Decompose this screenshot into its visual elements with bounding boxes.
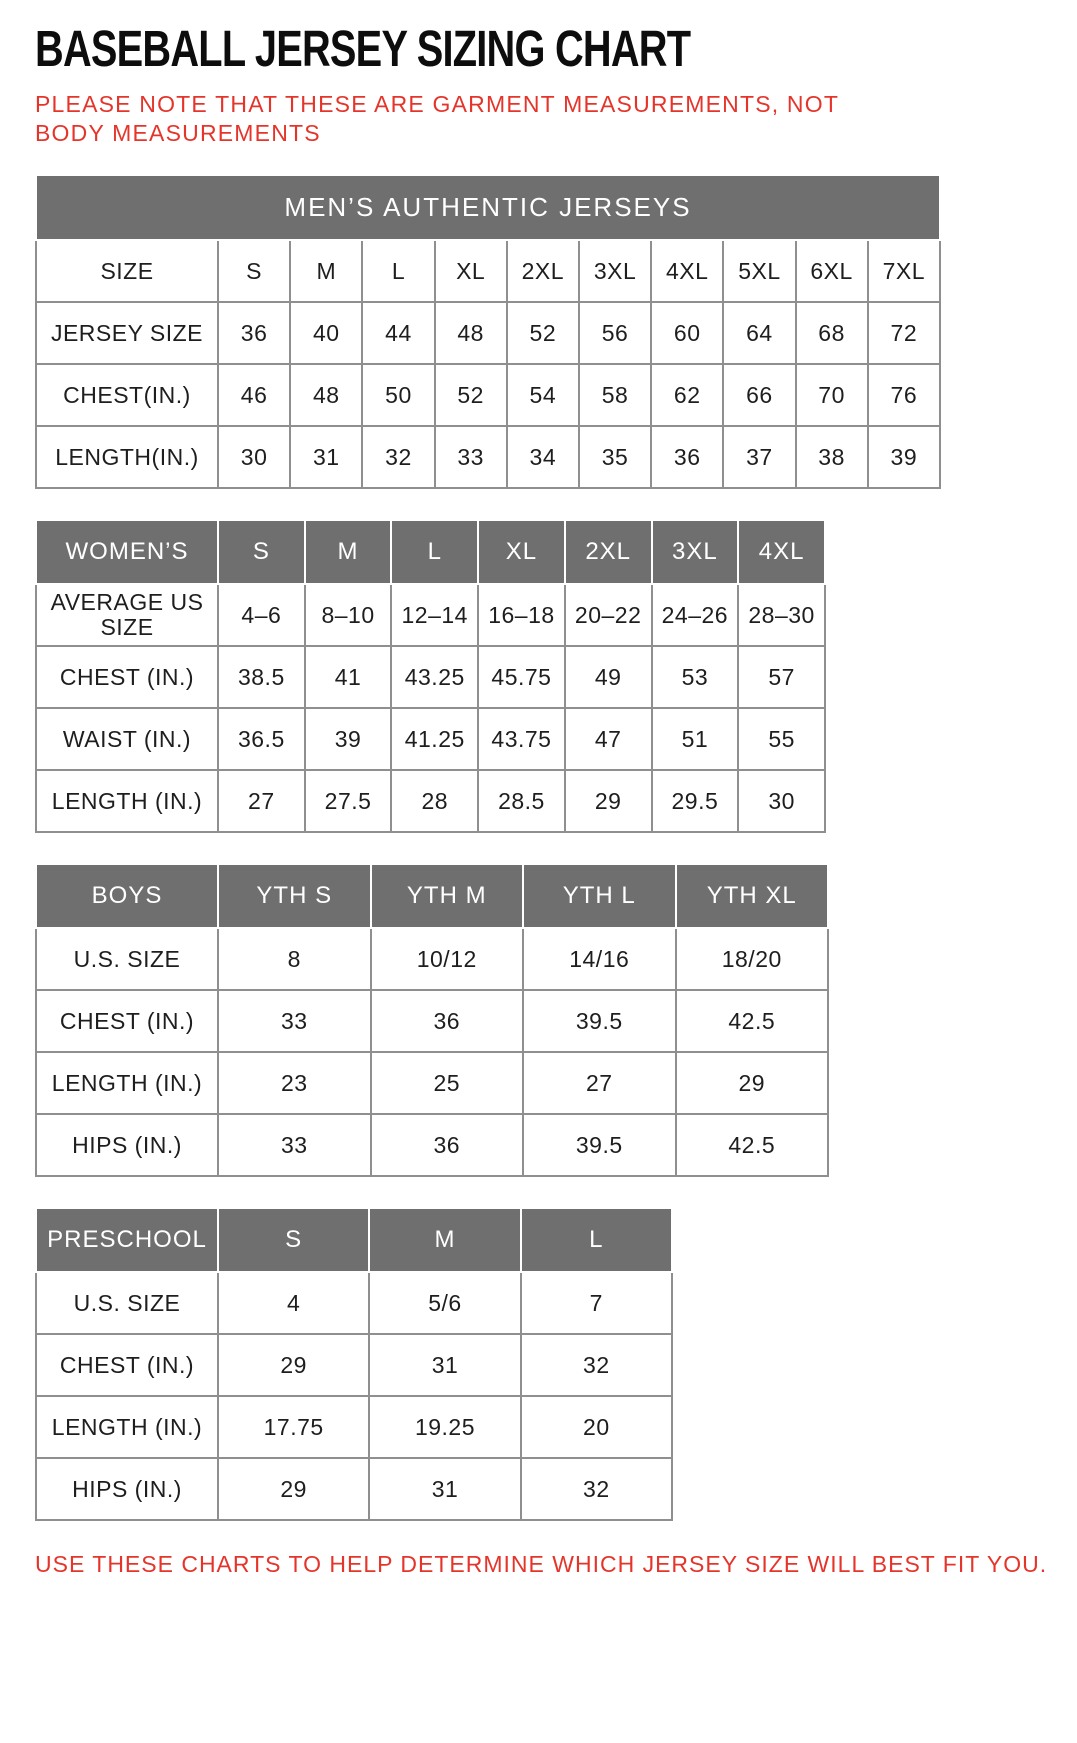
row-label: JERSEY SIZE [36, 302, 218, 364]
data-cell: 4 [218, 1272, 369, 1334]
data-cell: 12–14 [391, 584, 478, 646]
size-header-cell: M [369, 1208, 520, 1272]
fit-advice-footer: USE THESE CHARTS TO HELP DETERMINE WHICH JERSEY SIZE WILL BEST FIT YOU. [35, 1551, 1048, 1578]
data-cell: 27.5 [305, 770, 392, 832]
data-cell: 43.75 [478, 708, 565, 770]
data-cell: 5/6 [369, 1272, 520, 1334]
size-header-cell: L [391, 520, 478, 584]
data-cell: 7 [521, 1272, 672, 1334]
mens-sizing-table [35, 174, 941, 489]
row-label: LENGTH (IN.) [36, 1396, 218, 1458]
data-cell: 50 [362, 364, 434, 426]
preschool-table-title-cell: PRESCHOOL [36, 1208, 218, 1272]
data-cell: 43.25 [391, 646, 478, 708]
row-label: LENGTH (IN.) [36, 770, 218, 832]
data-cell: 37 [723, 426, 795, 488]
data-cell: 19.25 [369, 1396, 520, 1458]
data-cell: 55 [738, 708, 825, 770]
data-cell: 30 [738, 770, 825, 832]
data-cell: 17.75 [218, 1396, 369, 1458]
size-header-cell: M [305, 520, 392, 584]
row-label: CHEST (IN.) [36, 646, 218, 708]
data-cell: 68 [796, 302, 868, 364]
data-cell: 38.5 [218, 646, 305, 708]
data-cell: 41 [305, 646, 392, 708]
data-cell: 58 [579, 364, 651, 426]
data-cell: 66 [723, 364, 795, 426]
data-cell: 40 [290, 302, 362, 364]
data-cell: M [290, 240, 362, 302]
data-cell: 36 [651, 426, 723, 488]
row-label: CHEST(IN.) [36, 364, 218, 426]
data-cell: 36 [371, 1114, 524, 1176]
data-cell: 33 [218, 1114, 371, 1176]
data-cell: 2XL [507, 240, 579, 302]
size-header-cell: 2XL [565, 520, 652, 584]
row-label: HIPS (IN.) [36, 1114, 218, 1176]
data-cell: 39.5 [523, 1114, 676, 1176]
womens-sizing-table [35, 519, 826, 833]
data-cell: 62 [651, 364, 723, 426]
data-cell: 36.5 [218, 708, 305, 770]
data-cell: XL [435, 240, 507, 302]
data-cell: 31 [290, 426, 362, 488]
data-cell: 27 [218, 770, 305, 832]
boys-table-title-cell: BOYS [36, 864, 218, 928]
row-label: CHEST (IN.) [36, 1334, 218, 1396]
row-label: SIZE [36, 240, 218, 302]
row-label: U.S. SIZE [36, 1272, 218, 1334]
data-cell: 57 [738, 646, 825, 708]
row-label: CHEST (IN.) [36, 990, 218, 1052]
data-cell: 20 [521, 1396, 672, 1458]
data-cell: 70 [796, 364, 868, 426]
size-header-cell: S [218, 520, 305, 584]
data-cell: 39 [305, 708, 392, 770]
data-cell: 27 [523, 1052, 676, 1114]
size-header-cell: YTH XL [676, 864, 829, 928]
data-cell: 42.5 [676, 990, 829, 1052]
womens-table-title-cell: WOMEN’S [36, 520, 218, 584]
data-cell: 20–22 [565, 584, 652, 646]
data-cell: 29.5 [652, 770, 739, 832]
data-cell: 32 [521, 1334, 672, 1396]
row-label: AVERAGE US SIZE [36, 584, 218, 646]
data-cell: 46 [218, 364, 290, 426]
data-cell: 72 [868, 302, 940, 364]
data-cell: 28 [391, 770, 478, 832]
data-cell: 52 [435, 364, 507, 426]
row-label: HIPS (IN.) [36, 1458, 218, 1520]
data-cell: L [362, 240, 434, 302]
data-cell: 64 [723, 302, 795, 364]
data-cell: 8–10 [305, 584, 392, 646]
data-cell: 39.5 [523, 990, 676, 1052]
data-cell: 30 [218, 426, 290, 488]
data-cell: 45.75 [478, 646, 565, 708]
data-cell: 8 [218, 928, 371, 990]
size-header-cell: XL [478, 520, 565, 584]
data-cell: 41.25 [391, 708, 478, 770]
data-cell: 54 [507, 364, 579, 426]
data-cell: 36 [371, 990, 524, 1052]
data-cell: 3XL [579, 240, 651, 302]
data-cell: 36 [218, 302, 290, 364]
data-cell: 33 [218, 990, 371, 1052]
data-cell: 6XL [796, 240, 868, 302]
size-header-cell: L [521, 1208, 672, 1272]
data-cell: 47 [565, 708, 652, 770]
data-cell: 24–26 [652, 584, 739, 646]
data-cell: 34 [507, 426, 579, 488]
row-label: WAIST (IN.) [36, 708, 218, 770]
data-cell: 33 [435, 426, 507, 488]
mens-table-banner: MEN’S AUTHENTIC JERSEYS [36, 175, 940, 240]
data-cell: 14/16 [523, 928, 676, 990]
boys-sizing-table [35, 863, 829, 1177]
data-cell: 29 [218, 1334, 369, 1396]
row-label: LENGTH(IN.) [36, 426, 218, 488]
data-cell: 31 [369, 1334, 520, 1396]
data-cell: 32 [362, 426, 434, 488]
data-cell: 35 [579, 426, 651, 488]
size-header-cell: 4XL [738, 520, 825, 584]
data-cell: 7XL [868, 240, 940, 302]
data-cell: S [218, 240, 290, 302]
data-cell: 51 [652, 708, 739, 770]
garment-measurements-note: PLEASE NOTE THAT THESE ARE GARMENT MEASUREMENTS, NOT BODY MEASUREMENTS [35, 90, 839, 146]
data-cell: 29 [218, 1458, 369, 1520]
data-cell: 28–30 [738, 584, 825, 646]
data-cell: 31 [369, 1458, 520, 1520]
size-header-cell: YTH M [371, 864, 524, 928]
data-cell: 10/12 [371, 928, 524, 990]
data-cell: 48 [435, 302, 507, 364]
data-cell: 42.5 [676, 1114, 829, 1176]
preschool-sizing-table [35, 1207, 673, 1521]
data-cell: 25 [371, 1052, 524, 1114]
row-label: LENGTH (IN.) [36, 1052, 218, 1114]
data-cell: 60 [651, 302, 723, 364]
size-header-cell: YTH L [523, 864, 676, 928]
data-cell: 32 [521, 1458, 672, 1520]
data-cell: 29 [676, 1052, 829, 1114]
data-cell: 56 [579, 302, 651, 364]
data-cell: 48 [290, 364, 362, 426]
size-header-cell: S [218, 1208, 369, 1272]
data-cell: 28.5 [478, 770, 565, 832]
page-title: BASEBALL JERSEY SIZING CHART [35, 20, 691, 77]
data-cell: 16–18 [478, 584, 565, 646]
data-cell: 39 [868, 426, 940, 488]
data-cell: 49 [565, 646, 652, 708]
data-cell: 53 [652, 646, 739, 708]
data-cell: 4XL [651, 240, 723, 302]
data-cell: 4–6 [218, 584, 305, 646]
size-header-cell: YTH S [218, 864, 371, 928]
data-cell: 18/20 [676, 928, 829, 990]
data-cell: 29 [565, 770, 652, 832]
data-cell: 5XL [723, 240, 795, 302]
size-header-cell: 3XL [652, 520, 739, 584]
data-cell: 44 [362, 302, 434, 364]
row-label: U.S. SIZE [36, 928, 218, 990]
data-cell: 52 [507, 302, 579, 364]
data-cell: 38 [796, 426, 868, 488]
data-cell: 23 [218, 1052, 371, 1114]
data-cell: 76 [868, 364, 940, 426]
